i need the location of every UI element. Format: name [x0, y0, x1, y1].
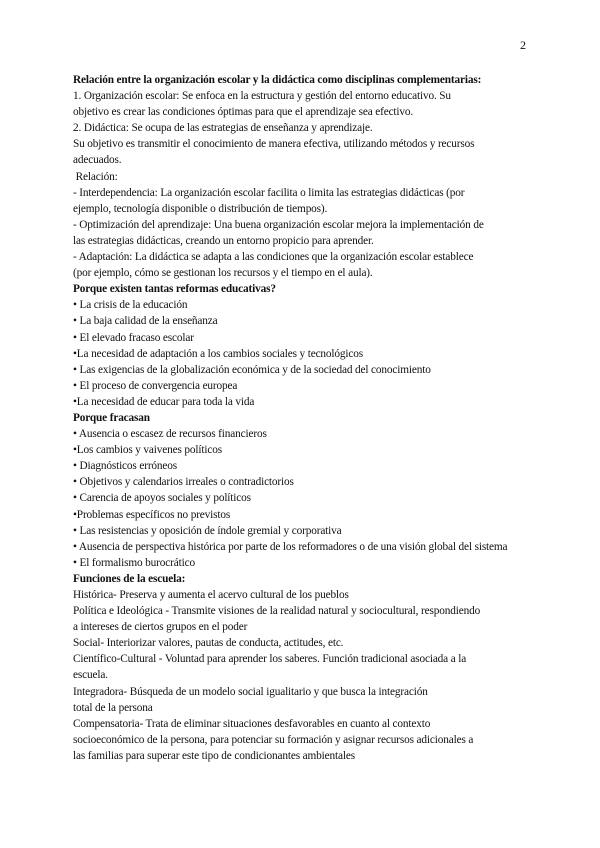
list-item: •Problemas específicos no previstos	[73, 508, 231, 521]
function-integradora: Integradora- Búsqueda de un modelo social igualitario y que busca la integración	[73, 685, 428, 698]
section-heading-funciones: Funciones de la escuela:	[73, 572, 186, 585]
function-compensatoria: socioeconómico de la persona, para potenciar su formación y asignar recursos adicionales a	[73, 733, 474, 746]
paragraph-line: 2. Didáctica: Se ocupa de las estrategias de enseñanza y aprendizaje.	[73, 122, 373, 135]
list-item: • Carencia de apoyos sociales y políticos	[73, 492, 251, 505]
list-item: • El proceso de convergencia europea	[73, 379, 238, 392]
function-historica: Histórica- Preserva y aumenta el acervo cultural de los pueblos	[73, 589, 349, 601]
list-item: • El elevado fracaso escolar	[73, 331, 194, 344]
section-heading-fracasan: Porque fracasan	[73, 411, 150, 424]
paragraph-line: ejemplo, tecnología disponible o distribución de tiempos).	[73, 202, 328, 215]
section-heading-reformas: Porque existen tantas reformas educativas?	[73, 283, 276, 296]
function-politica: Política e Ideológica - Transmite visiones de la realidad natural y sociocultural, respondiendo	[73, 605, 481, 618]
list-item: •La necesidad de adaptación a los cambios sociales y tecnológicos	[73, 347, 364, 360]
paragraph-line: las estrategias didácticas, creando un entorno propicio para aprender.	[73, 234, 374, 247]
list-item: • Las exigencias de la globalización económica y de la sociedad del conocimiento	[73, 363, 431, 376]
paragraph-line: objetivo es crear las condiciones óptimas para que el aprendizaje sea efectivo.	[73, 106, 414, 119]
paragraph-line: (por ejemplo, cómo se gestionan los recursos y el tiempo en el aula).	[73, 267, 373, 280]
list-item: • Ausencia de perspectiva histórica por parte de los reformadores o de una visión global del sistema	[73, 540, 508, 553]
list-item: • Ausencia o escasez de recursos financieros	[73, 428, 267, 441]
function-cientifico: escuela.	[73, 669, 108, 682]
paragraph-line: adecuados.	[73, 154, 122, 167]
function-integradora: total de la persona	[73, 701, 153, 714]
paragraph-line: - Adaptación: La didáctica se adapta a las condiciones que la organización escolar establece	[73, 251, 474, 264]
list-item: • Objetivos y calendarios irreales o contradictorios	[73, 476, 294, 489]
document-body	[73, 72, 529, 764]
function-compensatoria: las familias para superar este tipo de condicionantes ambientales	[73, 749, 355, 762]
paragraph-line: Su objetivo es transmitir el conocimiento de manera efectiva, utilizando métodos y recursos	[73, 138, 475, 151]
function-cientifico: Científico-Cultural - Voluntad para aprender los saberes. Función tradicional asociada a la	[73, 653, 467, 666]
function-compensatoria: Compensatoria- Trata de eliminar situaciones desfavorables en cuanto al contexto	[73, 717, 431, 730]
function-social: Social- Interiorizar valores, pautas de conducta, actitudes, etc.	[73, 637, 344, 650]
page-number: 2	[520, 38, 526, 52]
list-item: • La crisis de la educación	[73, 299, 188, 312]
list-item: • Diagnósticos erróneos	[73, 460, 178, 473]
list-item: •La necesidad de educar para toda la vida	[73, 395, 255, 408]
paragraph-line: 1. Organización escolar: Se enfoca en la estructura y gestión del entorno educativo. Su	[73, 90, 451, 103]
section-heading-relacion: Relación entre la organización escolar y la didáctica como disciplinas complementarias:	[73, 74, 482, 86]
relation-label: Relación:	[73, 170, 118, 183]
paragraph-line: - Interdependencia: La organización escolar facilita o limita las estrategias didácticas (por	[73, 186, 465, 199]
function-politica: a intereses de ciertos grupos en el poder	[73, 621, 248, 634]
list-item: •Los cambios y vaivenes políticos	[73, 444, 222, 457]
paragraph-line: - Optimización del aprendizaje: Una buena organización escolar mejora la implementación de	[73, 218, 484, 231]
list-item: • El formalismo burocrático	[73, 556, 195, 569]
list-item: • Las resistencias y oposición de índole gremial y corporativa	[73, 524, 342, 537]
list-item: • La baja calidad de la enseñanza	[73, 315, 218, 328]
